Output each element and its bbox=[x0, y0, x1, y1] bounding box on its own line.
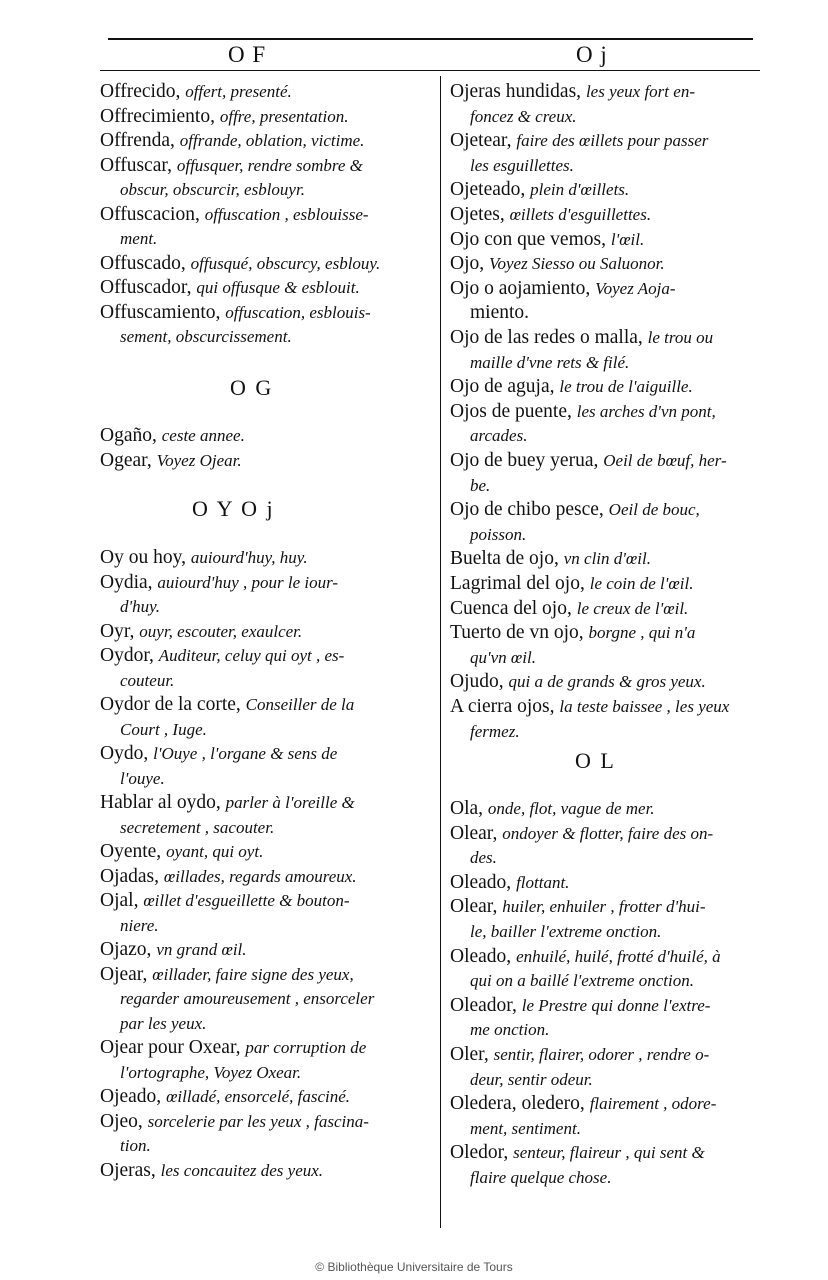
dictionary-line bbox=[470, 523, 526, 547]
dictionary-line bbox=[100, 865, 357, 889]
headword: Offuscamiento, bbox=[100, 301, 221, 323]
dictionary-line bbox=[100, 80, 292, 104]
dictionary-line bbox=[450, 822, 713, 846]
dictionary-line bbox=[470, 646, 536, 670]
translation: l'ortographe, Voyez Oxear. bbox=[120, 1062, 302, 1082]
dictionary-line bbox=[470, 969, 694, 993]
translation: faire des œillets pour passer bbox=[516, 131, 709, 151]
translation: offuscation, esblouis- bbox=[225, 302, 371, 322]
dictionary-line bbox=[100, 1085, 350, 1109]
translation: œillets d'esguillettes. bbox=[509, 205, 652, 224]
headword: Offuscar, bbox=[100, 154, 172, 176]
headword: Ojear pour Oxear, bbox=[100, 1037, 241, 1058]
headword: Ojo de las redes o malla, bbox=[450, 327, 643, 348]
dictionary-line bbox=[470, 301, 529, 325]
headword: Oyente, bbox=[100, 841, 162, 862]
dictionary-line bbox=[120, 718, 207, 742]
headword: Ojo, bbox=[450, 253, 485, 275]
dictionary-line bbox=[450, 203, 651, 227]
headword: Oleado, bbox=[450, 945, 512, 967]
translation: arcades. bbox=[470, 426, 528, 446]
translation: niere. bbox=[120, 915, 159, 935]
translation: foncez & creux. bbox=[470, 106, 577, 126]
translation: œillet d'esgueillette & bouton- bbox=[143, 891, 350, 910]
dictionary-line bbox=[100, 276, 360, 300]
translation: Court , Iuge. bbox=[120, 719, 207, 739]
dictionary-line bbox=[100, 742, 337, 766]
translation: le coin de l'œil. bbox=[589, 574, 694, 593]
headword: Oleador, bbox=[450, 994, 517, 1016]
dictionary-line bbox=[120, 669, 174, 693]
dictionary-line bbox=[450, 277, 676, 301]
dictionary-line bbox=[450, 797, 655, 821]
headword: Olear, bbox=[450, 822, 498, 844]
dictionary-line bbox=[450, 695, 729, 719]
headword: Ojadas, bbox=[100, 865, 160, 887]
translation: l'ouye. bbox=[120, 768, 165, 788]
translation: offre, presentation. bbox=[219, 106, 349, 126]
translation: la teste baissee , les yeux bbox=[559, 697, 730, 716]
translation: qu'vn œil. bbox=[470, 647, 536, 667]
headword: Ojal, bbox=[100, 890, 139, 911]
dictionary-line bbox=[100, 571, 338, 595]
translation: le creux de l'œil. bbox=[576, 598, 689, 618]
headword: Oydor, bbox=[100, 645, 154, 666]
copyright-footer: © Bibliothèque Universitaire de Tours bbox=[315, 1260, 513, 1274]
translation: oyant, qui oyt. bbox=[166, 842, 264, 861]
translation: onde, flot, vague de mer. bbox=[487, 799, 655, 818]
translation: borgne , qui n'a bbox=[588, 623, 696, 643]
dictionary-line bbox=[450, 1141, 705, 1165]
dictionary-line bbox=[450, 228, 644, 252]
dictionary-line bbox=[450, 178, 629, 202]
headword: Oydor de la corte, bbox=[100, 694, 241, 715]
headword: Buelta de ojo, bbox=[450, 548, 559, 570]
headword: A cierra ojos, bbox=[450, 696, 555, 717]
header-underline bbox=[100, 70, 760, 71]
translation: offusquer, rendre sombre & bbox=[176, 155, 363, 175]
translation: fermez. bbox=[470, 721, 520, 741]
dictionary-line bbox=[450, 895, 706, 919]
headword: Oyr, bbox=[100, 620, 135, 642]
headword: Ojeado, bbox=[100, 1086, 162, 1107]
dictionary-line bbox=[470, 424, 527, 448]
translation: l'Ouye , l'organe & sens de bbox=[153, 744, 338, 763]
translation: sorcelerie par les yeux , fascina- bbox=[147, 1111, 369, 1131]
dictionary-line bbox=[470, 105, 577, 129]
dictionary-line bbox=[120, 227, 157, 251]
headword: Ojeras, bbox=[100, 1159, 156, 1181]
translation: ondoyer & flotter, faire des on- bbox=[502, 823, 714, 843]
dictionary-line bbox=[470, 351, 629, 375]
dictionary-line bbox=[450, 498, 700, 522]
translation: qui on a baillé l'extreme onction. bbox=[470, 971, 694, 991]
dictionary-line bbox=[120, 1061, 301, 1085]
dictionary-line bbox=[120, 914, 159, 938]
headword: Oleado, bbox=[450, 871, 512, 893]
headword: Ogear, bbox=[100, 449, 152, 471]
headword: miento. bbox=[470, 302, 530, 324]
translation: qui a de grands & gros yeux. bbox=[508, 672, 706, 692]
dictionary-line bbox=[100, 154, 363, 178]
dictionary-line bbox=[450, 80, 695, 104]
translation: auiourd'huy, huy. bbox=[190, 548, 308, 567]
translation: enhuilé, huilé, frotté d'huilé, à bbox=[516, 946, 721, 966]
translation: secretement , sacouter. bbox=[120, 817, 275, 837]
translation: auiourd'huy , pour le iour- bbox=[157, 572, 339, 592]
translation: flaire quelque chose. bbox=[470, 1168, 612, 1187]
dictionary-line bbox=[450, 945, 721, 969]
headword: Ola, bbox=[450, 798, 484, 819]
headword: Oledera, oledero, bbox=[450, 1093, 585, 1115]
headword: Cuenca del ojo, bbox=[450, 597, 572, 619]
translation: d'huy. bbox=[120, 597, 160, 616]
translation: des. bbox=[470, 848, 497, 868]
section-heading-og: O G bbox=[230, 375, 274, 400]
translation: Oeil de bouc, bbox=[608, 500, 700, 520]
translation: Voyez Aoja- bbox=[595, 278, 676, 298]
section-heading-oy: O Y O j bbox=[192, 496, 275, 521]
dictionary-line bbox=[100, 449, 242, 473]
translation: les esguillettes. bbox=[470, 155, 574, 175]
translation: offert, presenté. bbox=[185, 82, 292, 101]
dictionary-line bbox=[100, 252, 380, 276]
headword: Ojear, bbox=[100, 963, 148, 985]
translation: flairement , odore- bbox=[589, 1094, 717, 1114]
headword: Ojo con que vemos, bbox=[450, 228, 606, 250]
headword: Ojo de aguja, bbox=[450, 376, 555, 398]
translation: offuscation , esblouisse- bbox=[204, 204, 369, 224]
dictionary-line bbox=[120, 325, 292, 349]
dictionary-line bbox=[450, 670, 706, 694]
dictionary-line bbox=[100, 889, 350, 913]
translation: Oeil de bœuf, her- bbox=[603, 451, 727, 470]
dictionary-line bbox=[100, 1110, 369, 1134]
translation: Conseiller de la bbox=[245, 695, 355, 714]
translation: le trou de l'aiguille. bbox=[559, 377, 693, 397]
translation: sentir, flairer, odorer , rendre o- bbox=[493, 1045, 710, 1064]
headword: Ojeras hundidas, bbox=[450, 81, 582, 102]
headword: Ojetes, bbox=[450, 204, 505, 225]
translation: vn clin d'œil. bbox=[563, 549, 651, 569]
headword: Ojazo, bbox=[100, 939, 152, 960]
translation: par les yeux. bbox=[120, 1013, 207, 1033]
translation: ment. bbox=[120, 229, 158, 248]
headword: Oler, bbox=[450, 1044, 489, 1065]
headword: Offuscacion, bbox=[100, 203, 200, 225]
headword: Offuscador, bbox=[100, 277, 192, 298]
translation: flottant. bbox=[516, 872, 570, 892]
headword: Lagrimal del ojo, bbox=[450, 573, 585, 594]
headword: Ogaño, bbox=[100, 425, 157, 446]
dictionary-line bbox=[100, 546, 308, 570]
translation: regarder amoureusement , ensorceler bbox=[120, 989, 375, 1008]
dictionary-line bbox=[100, 840, 263, 864]
section-heading-ol: O L bbox=[575, 748, 616, 773]
dictionary-line bbox=[450, 547, 651, 571]
dictionary-line bbox=[100, 644, 344, 668]
dictionary-line bbox=[470, 920, 661, 944]
dictionary-line bbox=[100, 301, 371, 325]
dictionary-line bbox=[100, 1159, 323, 1183]
dictionary-line bbox=[450, 375, 693, 399]
translation: les yeux fort en- bbox=[585, 82, 695, 101]
headword: Oledor, bbox=[450, 1142, 509, 1164]
left-running-head: O F bbox=[228, 42, 267, 67]
translation: maille d'vne rets & filé. bbox=[470, 352, 630, 372]
dictionary-line bbox=[100, 620, 302, 644]
dictionary-line bbox=[120, 1012, 206, 1036]
dictionary-line bbox=[450, 129, 708, 153]
headword: Tuerto de vn ojo, bbox=[450, 622, 584, 644]
dictionary-line bbox=[470, 846, 497, 870]
headword: Olear, bbox=[450, 896, 498, 918]
translation: couteur. bbox=[120, 670, 175, 690]
headword: Ojetear, bbox=[450, 130, 512, 152]
dictionary-line bbox=[120, 816, 274, 840]
dictionary-line bbox=[450, 621, 695, 645]
headword: Offrecido, bbox=[100, 81, 181, 102]
translation: qui offusque & esblouit. bbox=[196, 278, 360, 297]
headword: Ojo de buey yerua, bbox=[450, 450, 599, 471]
translation: le Prestre qui donne l'extre- bbox=[521, 995, 711, 1015]
translation: l'œil. bbox=[610, 229, 645, 249]
headword: Oydia, bbox=[100, 571, 153, 593]
dictionary-line bbox=[450, 871, 569, 895]
translation: deur, sentir odeur. bbox=[470, 1069, 593, 1089]
dictionary-line bbox=[100, 424, 245, 448]
dictionary-line bbox=[120, 767, 165, 791]
translation: Voyez Siesso ou Saluonor. bbox=[489, 254, 665, 274]
dictionary-line bbox=[470, 474, 490, 498]
translation: senteur, flaireur , qui sent & bbox=[513, 1143, 705, 1163]
translation: be. bbox=[470, 475, 491, 495]
headword: Oydo, bbox=[100, 743, 149, 764]
translation: poisson. bbox=[470, 524, 527, 544]
dictionary-line bbox=[470, 720, 520, 744]
dictionary-line bbox=[450, 1043, 709, 1067]
dictionary-line bbox=[100, 791, 355, 815]
headword: Ojos de puente, bbox=[450, 400, 572, 422]
headword: Oy ou hoy, bbox=[100, 547, 186, 568]
translation: œillader, faire signe des yeux, bbox=[152, 964, 354, 984]
column-separator bbox=[440, 76, 441, 1228]
translation: les concauitez des yeux. bbox=[160, 1160, 324, 1180]
headword: Offuscado, bbox=[100, 252, 186, 274]
translation: offusqué, obscurcy, esblouy. bbox=[190, 253, 381, 273]
translation: les arches d'vn pont, bbox=[576, 401, 716, 421]
dictionary-line bbox=[470, 1117, 581, 1141]
translation: vn grand œil. bbox=[156, 940, 247, 959]
translation: me onction. bbox=[470, 1020, 550, 1040]
dictionary-line bbox=[100, 963, 354, 987]
translation: ceste annee. bbox=[161, 426, 245, 445]
dictionary-line bbox=[450, 572, 693, 596]
translation: obscur, obscurcir, esblouyr. bbox=[120, 180, 305, 199]
translation: offrande, oblation, victime. bbox=[179, 131, 365, 150]
dictionary-line bbox=[120, 1134, 151, 1158]
translation: le trou ou bbox=[647, 328, 714, 347]
translation: par corruption de bbox=[245, 1038, 367, 1057]
translation: plein d'œillets. bbox=[530, 180, 630, 200]
dictionary-line bbox=[100, 1036, 366, 1060]
dictionary-line bbox=[120, 178, 305, 202]
dictionary-line bbox=[100, 105, 348, 129]
dictionary-line bbox=[450, 326, 713, 350]
dictionary-line bbox=[470, 154, 574, 178]
translation: tion. bbox=[120, 1136, 151, 1155]
headword: Hablar al oydo, bbox=[100, 792, 221, 813]
headword: Ojo o aojamiento, bbox=[450, 277, 591, 299]
translation: ment, sentiment. bbox=[470, 1118, 581, 1138]
headword: Offrenda, bbox=[100, 130, 175, 151]
dictionary-line bbox=[470, 1166, 611, 1190]
translation: sement, obscurcissement. bbox=[120, 327, 292, 346]
dictionary-line bbox=[450, 252, 665, 276]
translation: huiler, enhuiler , frotter d'hui- bbox=[502, 897, 706, 917]
translation: le, bailler l'extreme onction. bbox=[470, 922, 662, 941]
dictionary-line bbox=[120, 595, 160, 619]
headword: Ojeteado, bbox=[450, 179, 526, 201]
dictionary-line bbox=[450, 1092, 716, 1116]
dictionary-line bbox=[450, 597, 688, 621]
header-rule bbox=[108, 38, 753, 40]
right-running-head: O j bbox=[576, 42, 608, 67]
dictionary-line bbox=[120, 987, 374, 1011]
dictionary-line bbox=[450, 994, 710, 1018]
dictionary-line bbox=[450, 400, 716, 424]
headword: Ojo de chibo pesce, bbox=[450, 499, 604, 521]
dictionary-line bbox=[450, 449, 727, 473]
dictionary-line bbox=[100, 938, 247, 962]
dictionary-line bbox=[100, 693, 354, 717]
dictionary-line bbox=[470, 1068, 593, 1092]
dictionary-line bbox=[100, 203, 369, 227]
headword: Offrecimiento, bbox=[100, 105, 215, 127]
translation: Voyez Ojear. bbox=[156, 450, 242, 470]
translation: œillades, regards amoureux. bbox=[163, 866, 357, 886]
translation: parler à l'oreille & bbox=[225, 793, 355, 812]
translation: Auditeur, celuy qui oyt , es- bbox=[158, 646, 345, 665]
dictionary-line bbox=[100, 129, 364, 153]
translation: œilladé, ensorcelé, fasciné. bbox=[166, 1087, 351, 1106]
headword: Ojudo, bbox=[450, 671, 504, 693]
dictionary-line bbox=[470, 1018, 549, 1042]
headword: Ojeo, bbox=[100, 1110, 143, 1132]
translation: ouyr, escouter, exaulcer. bbox=[139, 621, 303, 641]
